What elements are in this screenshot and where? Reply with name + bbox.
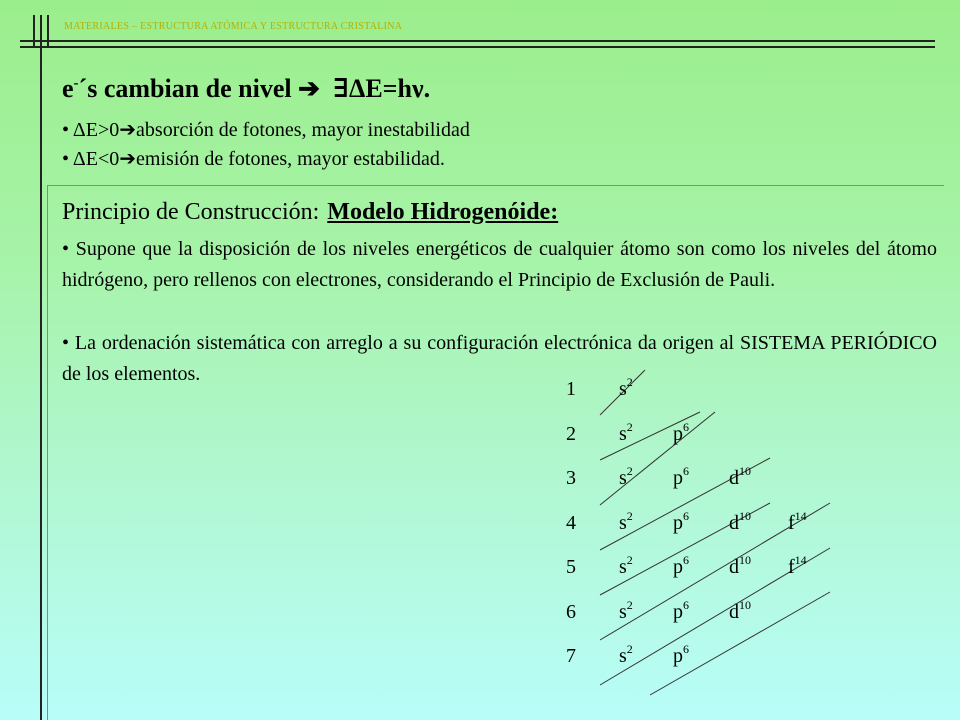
orbital-electrons: 10 (739, 597, 751, 612)
orbital-d (729, 508, 751, 535)
title-text: ´s cambian de nivel (78, 74, 299, 103)
orbital-letter: p (673, 422, 683, 445)
level-number: 3 (566, 467, 576, 489)
orbital-letter: d (729, 511, 739, 534)
orbital-electrons: 2 (626, 419, 633, 434)
orbital-p (673, 642, 689, 668)
title-sup: - (73, 75, 79, 92)
orbital-letter: s (619, 600, 627, 623)
orbital-letter: d (729, 467, 739, 489)
orbital-electrons: 2 (626, 375, 633, 389)
orbital-f (788, 553, 807, 579)
orbital-p (673, 597, 689, 624)
orbital-s (619, 597, 633, 624)
bullet-lhs: ΔE<0 (69, 148, 120, 170)
arrow-icon: ➔ (119, 148, 137, 170)
bullet-rhs: absorción de fotones, mayor inestabilidad (136, 119, 470, 141)
bullet-lhs: ΔE>0 (69, 119, 120, 141)
orbital-letter: p (673, 511, 683, 534)
orbital-letter: s (619, 645, 627, 667)
orbital-d (729, 553, 751, 579)
orbital-electrons: 2 (626, 508, 633, 523)
diagonal-line (600, 412, 715, 505)
orbital-electrons: 2 (626, 464, 633, 478)
orbital-letter: p (673, 645, 683, 667)
orbital-p (673, 508, 689, 535)
orbital-electrons: 6 (683, 508, 689, 523)
orbital-electrons: 10 (739, 508, 751, 523)
orbital-letter: p (673, 467, 683, 489)
model-title: Modelo Hidrogenóide: (327, 199, 559, 225)
orbital-electrons: 14 (794, 553, 807, 567)
level-number: 4 (566, 511, 576, 534)
orbital-letter: s (619, 556, 627, 578)
orbital-letter: s (619, 467, 627, 489)
arrow-icon: ➔ (119, 119, 137, 141)
level-number: 1 (566, 378, 576, 400)
orbital-s (619, 375, 633, 401)
section-title-text: Principio de Construcción: (62, 199, 320, 225)
orbital-s (619, 642, 633, 668)
orbital-letter: s (619, 422, 627, 445)
paragraph-1: • Supone que la disposición de los niveles energéticos de cualquier átomo son como los niveles del átomo hidrógeno, pero rellenos con electrones, considerando el Principio de Exclusión de Pauli. (62, 238, 937, 291)
level-number: 5 (566, 556, 576, 578)
orbital-letter: f (788, 556, 795, 578)
orbital-letter: s (619, 378, 627, 400)
title-prefix: e (62, 74, 74, 103)
header-text: MATERIALES – ESTRUCTURA ATÓMICA Y ESTRUCTURA CRISTALINA (64, 21, 403, 32)
orbital-s (619, 508, 633, 535)
orbital-electrons: 6 (683, 642, 689, 656)
paragraph-2: • La ordenación sistemática con arreglo a su configuración electrónica da origen al SISTEMA PERIÓDICO de los elementos. (62, 332, 937, 385)
orbital-electrons: 10 (739, 553, 751, 567)
orbital-electrons: 2 (626, 553, 633, 567)
orbital-d (729, 597, 751, 624)
orbital-p (673, 464, 689, 490)
orbital-electrons: 2 (626, 597, 633, 612)
bullet-dot: • (62, 148, 70, 170)
orbital-letter: d (729, 556, 739, 578)
orbital-letter: d (729, 600, 739, 623)
orbital-s (619, 553, 633, 579)
orbital-letter: p (673, 600, 683, 623)
arrow-icon: ➔ (298, 74, 320, 103)
orbital-letter: p (673, 556, 683, 578)
orbital-electrons: 2 (626, 642, 633, 656)
orbital-electrons: 6 (683, 553, 689, 567)
level-number: 2 (566, 422, 576, 445)
orbital-s (619, 419, 633, 446)
orbital-electrons: 14 (794, 508, 807, 523)
orbital-f (788, 508, 807, 535)
title-formula: ∃ΔE=hν. (319, 74, 431, 103)
bullet-rhs: emisión de fotones, mayor estabilidad. (136, 148, 445, 170)
orbital-letter: f (788, 511, 795, 534)
level-number: 6 (566, 600, 576, 623)
orbital-electrons: 6 (683, 419, 689, 434)
bullet-dot: • (62, 119, 70, 141)
orbital-p (673, 419, 689, 446)
orbital-s (619, 464, 633, 490)
orbital-electrons: 10 (739, 464, 751, 478)
orbital-electrons: 6 (683, 464, 689, 478)
orbital-p (673, 553, 689, 579)
orbital-electrons: 6 (683, 597, 689, 612)
level-number: 7 (566, 645, 576, 667)
orbital-d (729, 464, 751, 490)
orbital-letter: s (619, 511, 627, 534)
